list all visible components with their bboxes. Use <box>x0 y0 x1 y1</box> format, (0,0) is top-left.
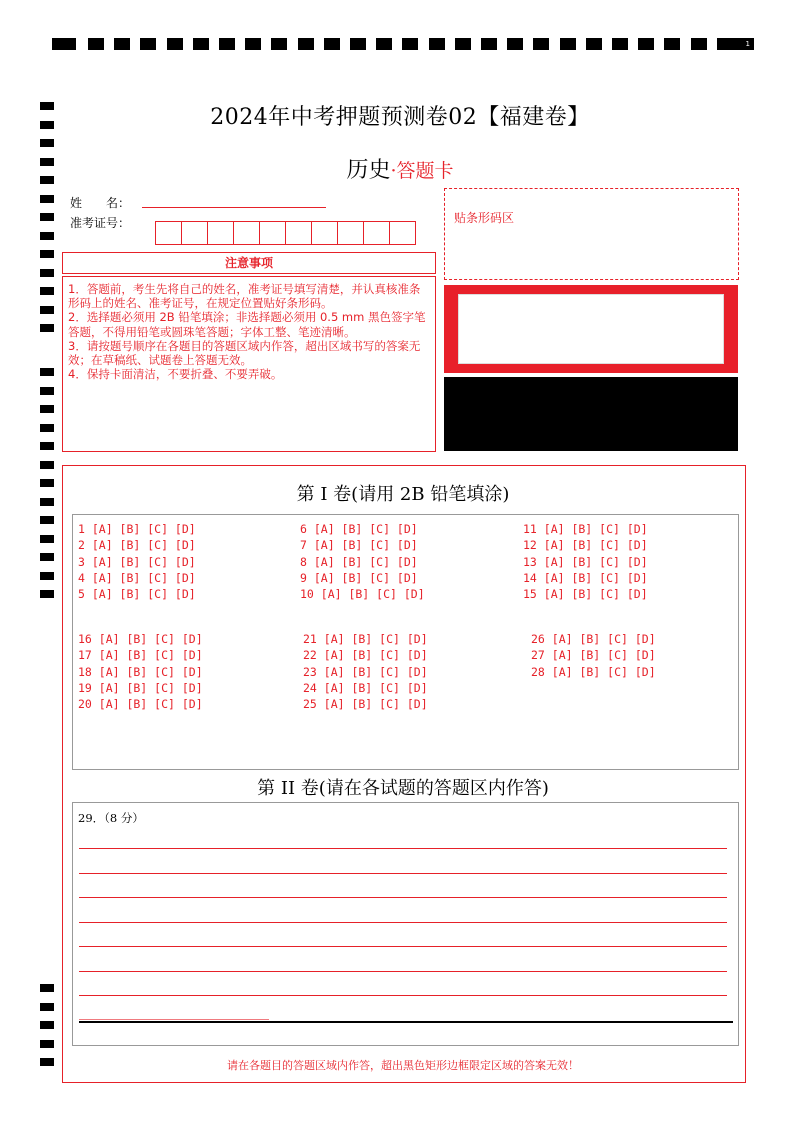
timing-mark <box>40 424 54 432</box>
timing-mark <box>402 38 418 50</box>
question-29-label: 29．（8 分） <box>78 811 144 825</box>
name-field[interactable] <box>142 207 326 208</box>
subject-heading <box>0 153 800 184</box>
choice-question-9[interactable]: 9 [A] [B] [C] [D] <box>300 570 418 585</box>
exam-id-digit-box[interactable] <box>181 221 208 245</box>
choice-question-1[interactable]: 1 [A] [B] [C] [D] <box>78 522 196 536</box>
choice-question-5[interactable]: 5 [A] [B] [C] [D] <box>78 587 196 602</box>
timing-mark <box>664 38 680 50</box>
timing-mark <box>350 38 366 50</box>
answer-line[interactable] <box>79 897 727 898</box>
timing-mark <box>40 213 54 221</box>
timing-mark <box>638 38 654 50</box>
choice-question-12[interactable]: 12 [A] [B] [C] [D] <box>523 538 648 553</box>
timing-mark <box>40 572 54 580</box>
timing-mark <box>271 38 287 50</box>
choice-question-4[interactable]: 4 [A] [B] [C] [D] <box>78 570 196 585</box>
timing-mark <box>40 287 54 295</box>
timing-mark <box>193 38 209 50</box>
notice-text <box>68 282 430 381</box>
exam-id-digit-box[interactable] <box>233 221 260 245</box>
notice-item: 1．答题前，考生先将自己的姓名，准考证号填写清楚，并认真核准条形码上的姓名、准考证号，在规定位置贴好条形码。 <box>68 282 421 311</box>
answer-bottom-rule <box>79 1021 733 1023</box>
timing-mark <box>167 38 183 50</box>
timing-mark <box>245 38 261 50</box>
choice-question-19[interactable]: 19 [A] [B] [C] [D] <box>78 680 203 695</box>
timing-mark <box>40 195 54 203</box>
exam-id-boxes[interactable] <box>156 221 416 245</box>
timing-mark <box>732 38 754 50</box>
timing-mark <box>40 387 54 395</box>
choice-question-2[interactable]: 2 [A] [B] [C] [D] <box>78 538 196 553</box>
name-label: 姓 名： <box>70 196 131 210</box>
timing-mark <box>40 1003 54 1011</box>
timing-mark <box>429 38 445 50</box>
section1-title: 第 I 卷(请用 2B 铅笔填涂) <box>296 484 510 505</box>
choice-question-13[interactable]: 13 [A] [B] [C] [D] <box>523 554 648 569</box>
choice-question-17[interactable]: 17 [A] [B] [C] [D] <box>78 648 203 663</box>
subject-suffix: ·答题卡 <box>390 160 454 182</box>
exam-id-digit-box[interactable] <box>155 221 182 245</box>
black-block <box>444 377 738 451</box>
timing-mark <box>40 139 54 147</box>
timing-mark <box>40 306 54 314</box>
answer-line[interactable] <box>79 873 727 874</box>
answer-box <box>72 802 739 1046</box>
timing-mark <box>40 479 54 487</box>
exam-id-digit-box[interactable] <box>285 221 312 245</box>
timing-mark <box>691 38 707 50</box>
exam-id-digit-box[interactable] <box>311 221 338 245</box>
notice-item: 4．保持卡面清洁，不要折叠、不要弄破。 <box>68 367 283 382</box>
choice-question-28[interactable]: 28 [A] [B] [C] [D] <box>531 664 656 679</box>
timing-mark <box>40 553 54 561</box>
timing-mark <box>40 442 54 450</box>
choice-question-11[interactable]: 11 [A] [B] [C] [D] <box>523 522 648 536</box>
red-frame-inner <box>458 294 724 364</box>
answer-line[interactable] <box>79 848 727 849</box>
timing-mark <box>324 38 340 50</box>
timing-mark <box>40 984 54 992</box>
timing-mark <box>40 1040 54 1048</box>
page-title: 2024年中考押题预测卷02【福建卷】 <box>210 105 590 130</box>
timing-mark <box>40 1021 54 1029</box>
timing-mark <box>40 590 54 598</box>
choice-question-24[interactable]: 24 [A] [B] [C] [D] <box>303 680 428 695</box>
timing-mark <box>533 38 549 50</box>
timing-mark <box>455 38 471 50</box>
timing-mark <box>140 38 156 50</box>
timing-mark <box>40 461 54 469</box>
choice-question-21[interactable]: 21 [A] [B] [C] [D] <box>303 632 428 646</box>
choice-question-20[interactable]: 20 [A] [B] [C] [D] <box>78 697 203 712</box>
timing-mark <box>40 498 54 506</box>
timing-mark <box>586 38 602 50</box>
timing-mark <box>717 38 733 50</box>
timing-mark <box>219 38 235 50</box>
notice-heading: 注意事项 <box>62 252 436 274</box>
timing-mark <box>40 250 54 258</box>
answer-line-short <box>79 1019 269 1020</box>
timing-mark <box>507 38 523 50</box>
page-number: 1 <box>745 40 750 48</box>
timing-mark <box>40 232 54 240</box>
choice-question-14[interactable]: 14 [A] [B] [C] [D] <box>523 570 648 585</box>
choice-question-10[interactable]: 10 [A] [B] [C] [D] <box>300 587 425 602</box>
choice-question-6[interactable]: 6 [A] [B] [C] [D] <box>300 522 418 536</box>
timing-mark <box>612 38 628 50</box>
section2-title: 第 II 卷(请在各试题的答题区内作答) <box>257 778 549 799</box>
timing-mark <box>40 516 54 524</box>
choice-question-3[interactable]: 3 [A] [B] [C] [D] <box>78 554 196 569</box>
timing-mark <box>40 1058 54 1066</box>
timing-mark <box>298 38 314 50</box>
choice-question-8[interactable]: 8 [A] [B] [C] [D] <box>300 554 418 569</box>
choice-question-26[interactable]: 26 [A] [B] [C] [D] <box>531 632 656 646</box>
exam-id-digit-box[interactable] <box>259 221 286 245</box>
exam-id-label: 准考证号： <box>70 216 131 230</box>
choice-question-23[interactable]: 23 [A] [B] [C] [D] <box>303 664 428 679</box>
exam-id-digit-box[interactable] <box>363 221 390 245</box>
timing-mark <box>114 38 130 50</box>
barcode-area <box>444 188 739 280</box>
timing-mark <box>40 368 54 376</box>
timing-mark <box>40 324 54 332</box>
timing-mark <box>376 38 392 50</box>
answer-line[interactable] <box>79 971 727 972</box>
exam-id-digit-box[interactable] <box>337 221 364 245</box>
answer-line[interactable] <box>79 946 727 947</box>
top-timing-marks <box>52 38 754 52</box>
choice-question-16[interactable]: 16 [A] [B] [C] [D] <box>78 632 203 646</box>
notice-item: 3．请按题号顺序在各题目的答题区域内作答，超出区域书写的答案无效；在草稿纸、试题卷上答题无效。 <box>68 338 421 368</box>
barcode-label: 贴条形码区 <box>454 211 515 225</box>
answer-line[interactable] <box>79 922 727 923</box>
choice-question-22[interactable]: 22 [A] [B] [C] [D] <box>303 648 428 663</box>
timing-mark <box>560 38 576 50</box>
choice-question-15[interactable]: 15 [A] [B] [C] [D] <box>523 587 648 602</box>
timing-mark <box>88 38 104 50</box>
timing-mark <box>40 269 54 277</box>
choice-question-25[interactable]: 25 [A] [B] [C] [D] <box>303 697 428 712</box>
footer-note: 请在各题目的答题区域内作答，超出黑色矩形边框限定区域的答案无效！ <box>227 1059 579 1072</box>
exam-id-digit-box[interactable] <box>207 221 234 245</box>
timing-mark <box>40 535 54 543</box>
choice-question-7[interactable]: 7 [A] [B] [C] [D] <box>300 538 418 553</box>
answer-line[interactable] <box>79 995 727 996</box>
subject-name: 历史 <box>346 158 391 183</box>
timing-mark <box>40 405 54 413</box>
choice-question-18[interactable]: 18 [A] [B] [C] [D] <box>78 664 203 679</box>
exam-id-digit-box[interactable] <box>389 221 416 245</box>
timing-mark <box>52 38 76 50</box>
timing-mark <box>481 38 497 50</box>
choice-question-27[interactable]: 27 [A] [B] [C] [D] <box>531 648 656 663</box>
notice-item: 2．选择题必须用 2B 铅笔填涂；非选择题必须用 0.5 mm 黑色签字笔答题，不得用铅笔或圆珠笔答题；字体工整、笔迹清晰。 <box>68 310 426 339</box>
